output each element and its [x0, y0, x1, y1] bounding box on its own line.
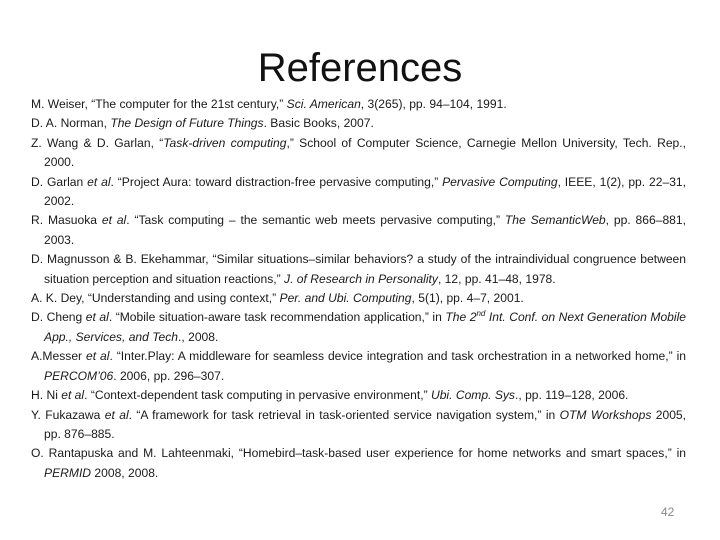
reference-text: . “Mobile situation-aware task recommendation application,” in [108, 310, 446, 325]
reference-text: ., 2008. [178, 329, 219, 344]
reference-text: Y. Fukazawa [31, 407, 105, 422]
reference-item [31, 211, 686, 250]
reference-text-italic: et al [61, 388, 85, 403]
reference-text: 2008, 2008. [91, 465, 159, 480]
reference-text: . “Inter.Play: A middleware for seamless device integration and task orchestration in a networked home,” in [109, 349, 687, 364]
reference-text: D. Garlan [31, 174, 88, 189]
reference-text: . “Project Aura: toward distraction-free pervasive computing,” [110, 174, 443, 189]
reference-list [31, 95, 686, 483]
reference-item [31, 308, 686, 347]
reference-text-italic: J. of Research in Personality [284, 271, 438, 286]
reference-text: , pp. 866–881, 2003. [44, 213, 686, 247]
reference-text-italic: The Design of Future Things [110, 116, 264, 131]
reference-text: 2005, pp. 876–885. [44, 407, 687, 441]
reference-text: ., pp. 119–128, 2006. [514, 388, 629, 403]
reference-text: . 2006, pp. 296–307. [113, 368, 225, 383]
reference-text: H. Ni [31, 388, 62, 403]
reference-text-italic: et al [86, 349, 110, 364]
reference-text: A.Messer [31, 349, 87, 364]
reference-text-italic: Per. and Ubi. Computing [279, 291, 412, 306]
reference-item [31, 289, 686, 308]
reference-text-italic: The SemanticWeb [504, 213, 606, 228]
reference-text: ,” School of Computer Science, Carnegie Mellon University, Tech. Rep., 2000. [44, 135, 686, 170]
reference-text: . “A framework for task retrieval in task-oriented service navigation system,” in [128, 407, 560, 422]
reference-text-italic: Int. Conf. on Next Generation Mobile App., Services, and Tech [44, 310, 686, 344]
reference-text-italic: et al [85, 310, 109, 325]
reference-text: D. A. Norman, [31, 116, 111, 131]
reference-text: O. Rantapuska and M. Lahteenmaki, “Homebird–task-based user experience for home networks and smart spaces,” in [31, 446, 686, 461]
reference-text: D. Cheng [31, 310, 86, 325]
reference-text-italic: et al [87, 174, 111, 189]
reference-text: , 3(265), pp. 94–104, 1991. [360, 97, 507, 111]
reference-text: , IEEE, 1(2), pp. 22–31, 2002. [44, 174, 687, 209]
reference-text: , 12, pp. 41–48, 1978. [437, 271, 556, 286]
reference-item [31, 134, 686, 173]
reference-item [31, 95, 686, 114]
reference-text-italic: OTM Workshops [559, 407, 652, 422]
reference-text: , 5(1), pp. 4–7, 2001. [411, 291, 524, 306]
reference-text: . “Task computing – the semantic web meets pervasive computing,” [126, 213, 505, 228]
reference-text-italic: Ubi. Comp. Sys [430, 388, 515, 403]
reference-text-italic: Pervasive Computing [442, 174, 558, 189]
reference-text: D. Magnusson & B. Ekehammar, “Similar situations–similar behaviors? a study of the intraindividual congruence between situation perception and situation reactions,” [31, 252, 686, 286]
reference-text-italic: PERCOM’06 [44, 368, 114, 383]
reference-text-italic: nd [476, 309, 486, 319]
reference-item [31, 444, 686, 483]
reference-text: . Basic Books, 2007. [263, 116, 374, 131]
reference-text-italic: Sci. American [286, 97, 361, 111]
reference-text: A. K. Dey, “Understanding and using context,” [31, 291, 280, 306]
page-number: 42 [661, 505, 675, 519]
reference-text-italic: PERMID [44, 465, 92, 480]
reference-text-italic: The 2 [445, 310, 477, 325]
reference-item [31, 250, 686, 289]
reference-text-italic: et al [104, 407, 129, 422]
reference-item [31, 173, 686, 212]
reference-text: M. Weiser, “The computer for the 21st century,” [31, 97, 287, 111]
reference-text: . “Context-dependent task computing in pervasive environment,” [84, 388, 431, 403]
reference-text-italic: et al [101, 213, 127, 228]
reference-item [31, 347, 686, 386]
reference-item [31, 386, 686, 405]
reference-text: R. Masuoka [31, 213, 102, 228]
reference-text: Z. Wang & D. Garlan, “ [31, 135, 164, 150]
reference-item [31, 406, 686, 445]
reference-text-italic: Task-driven computing [163, 135, 287, 150]
reference-item [31, 114, 686, 133]
slide-title: References [257, 46, 463, 90]
